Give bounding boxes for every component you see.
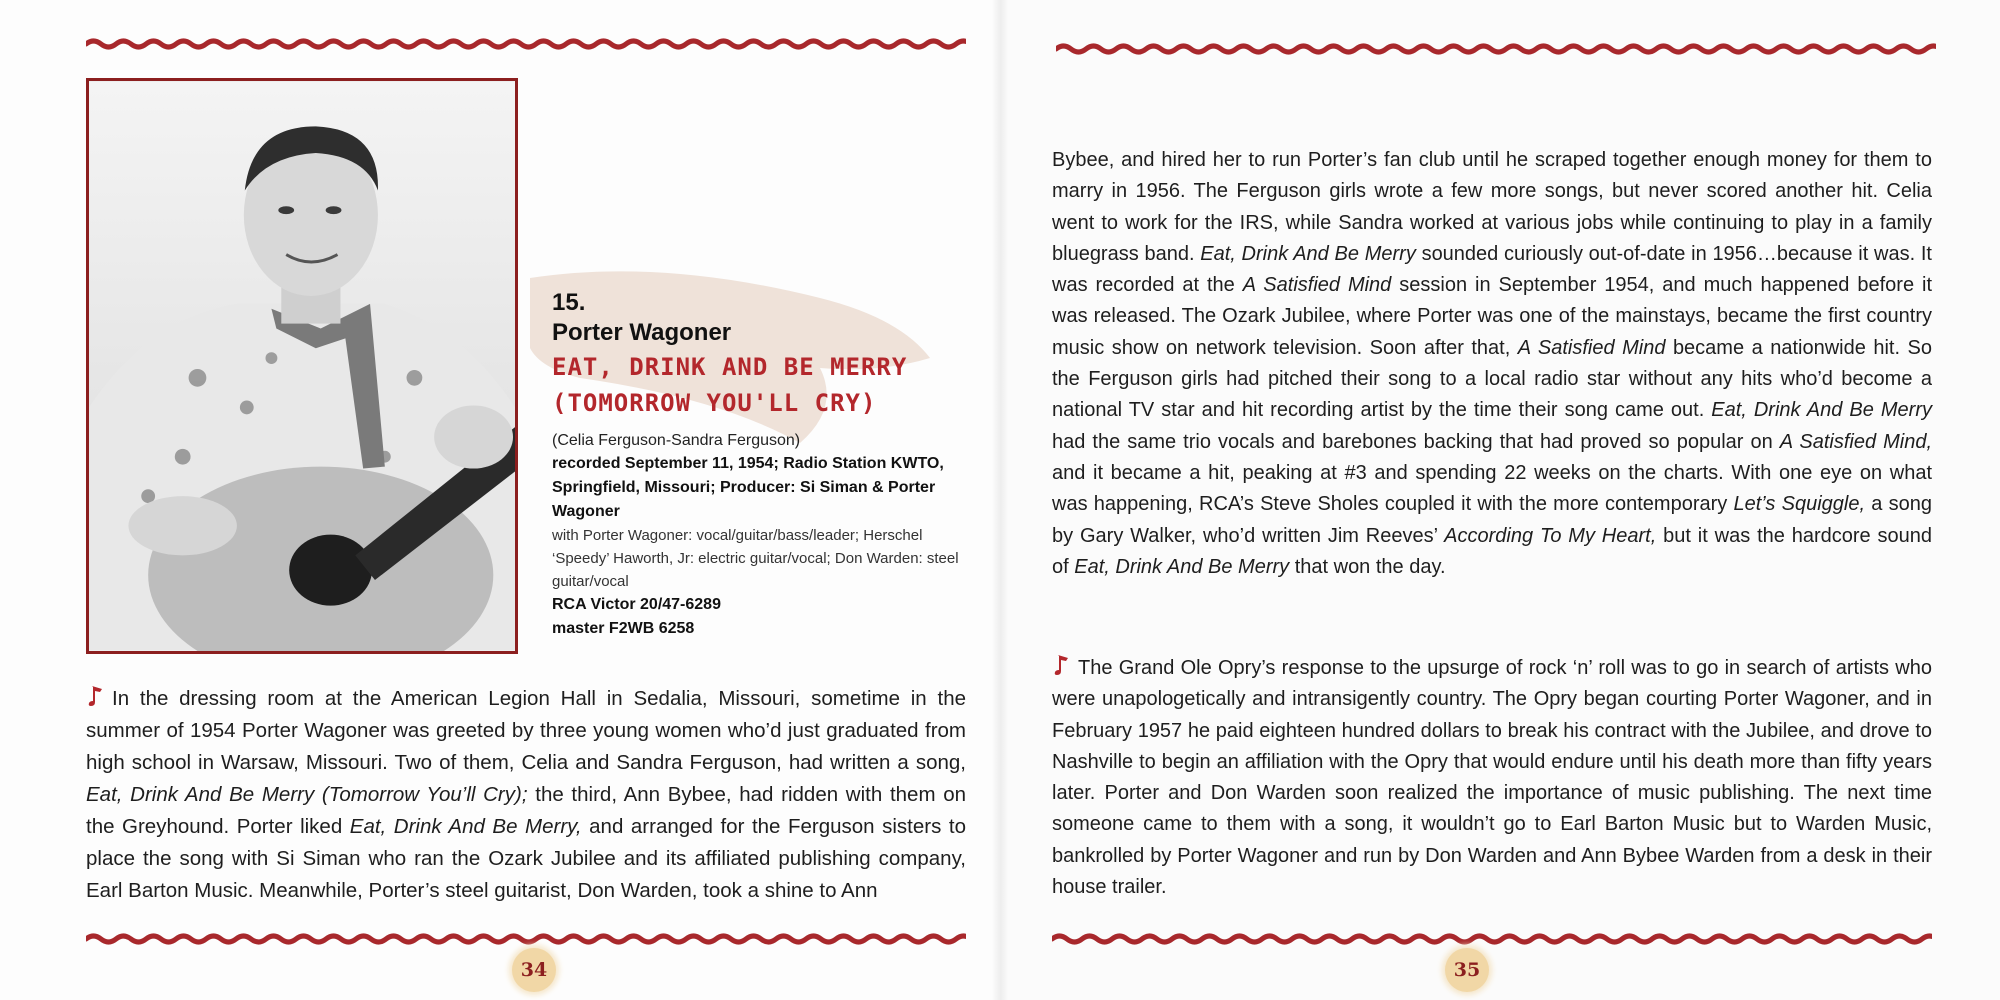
personnel: with Porter Wagoner: vocal/guitar/bass/leader; Herschel ‘Speedy’ Haworth, Jr: electric guitar/vocal; Don Warden: steel guitar/vocal <box>552 527 959 590</box>
track-info <box>552 288 972 641</box>
text-segment: sounded curiously out-of-date in 1956…because it was. It was recorded at the <box>1052 242 1932 297</box>
page-number: 35 <box>1445 948 1489 992</box>
text-segment: had the same trio vocals and barebones backing that had proved so popular on <box>1052 430 1773 453</box>
italic-title: Eat, Drink And Be Merry <box>1200 242 1416 265</box>
text-segment: In the dressing room at the American Legion Hall in Sedalia, Missouri, sometime in the summer of 1954 Porter Wagoner was greeted by three young women who’d just graduated from high school in Warsaw, Missouri. Two of them, Celia and Sandra Ferguson, had written a song, <box>86 687 966 774</box>
right-page <box>1000 0 2000 1000</box>
recording-details: recorded September 11, 1954; Radio Station KWTO, Springfield, Missouri; Producer: Si Siman & Porter Wagoner <box>552 455 944 520</box>
page-number: 34 <box>512 948 556 992</box>
text-segment: became a nationwide hit. So the Ferguson girls had pitched their song to a local radio star without any hits who’d become a national TV star and hit recording artist by the time their song came out. <box>1052 336 1932 422</box>
text-segment: but it was the hardcore sound of <box>1052 524 1932 578</box>
song-title-line-1: EAT, DRINK AND BE MERRY <box>552 353 908 381</box>
text-segment: The Grand Ole Opry’s response to the upsurge of rock ‘n’ roll was to go in search of artists who were unapologetically and intransigently country. The Opry began courting Porter Wagoner, and in February 1957 he paid eighteen hundred dollars to break his contract with the Jubilee, and drove to Nashville to begin an affiliation with the Opry that would endure until his death more than fifty years later. Porter and Don Warden soon realized the importance of music publishing. The next time someone came to them with a song, it wouldn’t go to Earl Barton Music but to Warden Music, bankrolled by Porter Wagoner and run by Don Warden and Ann Bybee Warden from a desk in their house trailer. <box>1052 657 1932 899</box>
text-segment: session in September 1954, and much happened before it was released. The Ozark Jubilee, where Porter was one of the mainstays, became the first country music show on network television. Soon after that, <box>1052 274 1933 359</box>
music-note-icon <box>1052 653 1072 677</box>
porter-wagoner-photo <box>86 78 518 654</box>
italic-title: Eat, Drink And Be Merry (Tomorrow You’ll Cry); <box>86 783 528 806</box>
bottom-wave-divider <box>86 932 966 946</box>
italic-title: According To My Heart, <box>1444 524 1657 547</box>
artist-name: Porter Wagoner <box>552 319 732 346</box>
text-segment: and it became a hit, peaking at #3 and spending 22 weeks on the charts. With one eye on what was happening, RCA’s Steve Sholes coupled it with the more contemporary <box>1052 461 1932 516</box>
text-segment: the third, Ann Bybee, had ridden with them on the Greyhound. Porter liked <box>86 783 967 838</box>
songwriters: (Celia Ferguson-Sandra Ferguson) <box>552 432 801 449</box>
spine-gutter <box>992 0 1008 1000</box>
text-segment: a song by Gary Walker, who’d written Jim Reeves’ <box>1052 493 1932 547</box>
left-body-paragraph <box>86 683 966 907</box>
italic-title: Eat, Drink And Be Merry <box>1074 555 1290 578</box>
italic-title: A Satisfied Mind <box>1242 274 1392 297</box>
italic-title: Eat, Drink And Be Merry, <box>349 815 582 838</box>
music-note-icon <box>86 684 106 708</box>
label-number: RCA Victor 20/47-6289 <box>552 596 721 613</box>
song-title-line-2: (TOMORROW YOU'LL CRY) <box>552 389 877 417</box>
top-wave-divider <box>86 37 966 51</box>
master-number: master F2WB 6258 <box>552 620 695 637</box>
text-segment: that won the day. <box>1294 555 1446 578</box>
top-wave-divider <box>1056 42 1936 56</box>
text-segment: and arranged for the Ferguson sisters to place the song with Si Siman who ran the Ozark Jubilee and its affiliated publishing company, Earl Barton Music. Meanwhile, Porter’s steel guitarist, Don Warden, took a shine to Ann <box>86 815 966 902</box>
bottom-wave-divider <box>1052 932 1932 946</box>
italic-title: Eat, Drink And Be Merry <box>1711 399 1932 422</box>
italic-title: A Satisfied Mind <box>1517 336 1666 359</box>
right-body-paragraph-2 <box>1052 653 1932 903</box>
text-segment: Bybee, and hired her to run Porter’s fan club until he scraped together enough money for them to marry in 1956. The Ferguson girls wrote a few more songs, but never scored another hit. Celia went to work for the IRS, while Sandra worked at various jobs while continuing to play in a family bluegrass band. <box>1052 149 1932 265</box>
right-body-paragraph-1 <box>1052 145 1932 583</box>
italic-title: Let’s Squiggle, <box>1733 493 1866 516</box>
italic-title: A Satisfied Mind, <box>1779 430 1932 453</box>
track-number: 15. <box>552 289 586 316</box>
